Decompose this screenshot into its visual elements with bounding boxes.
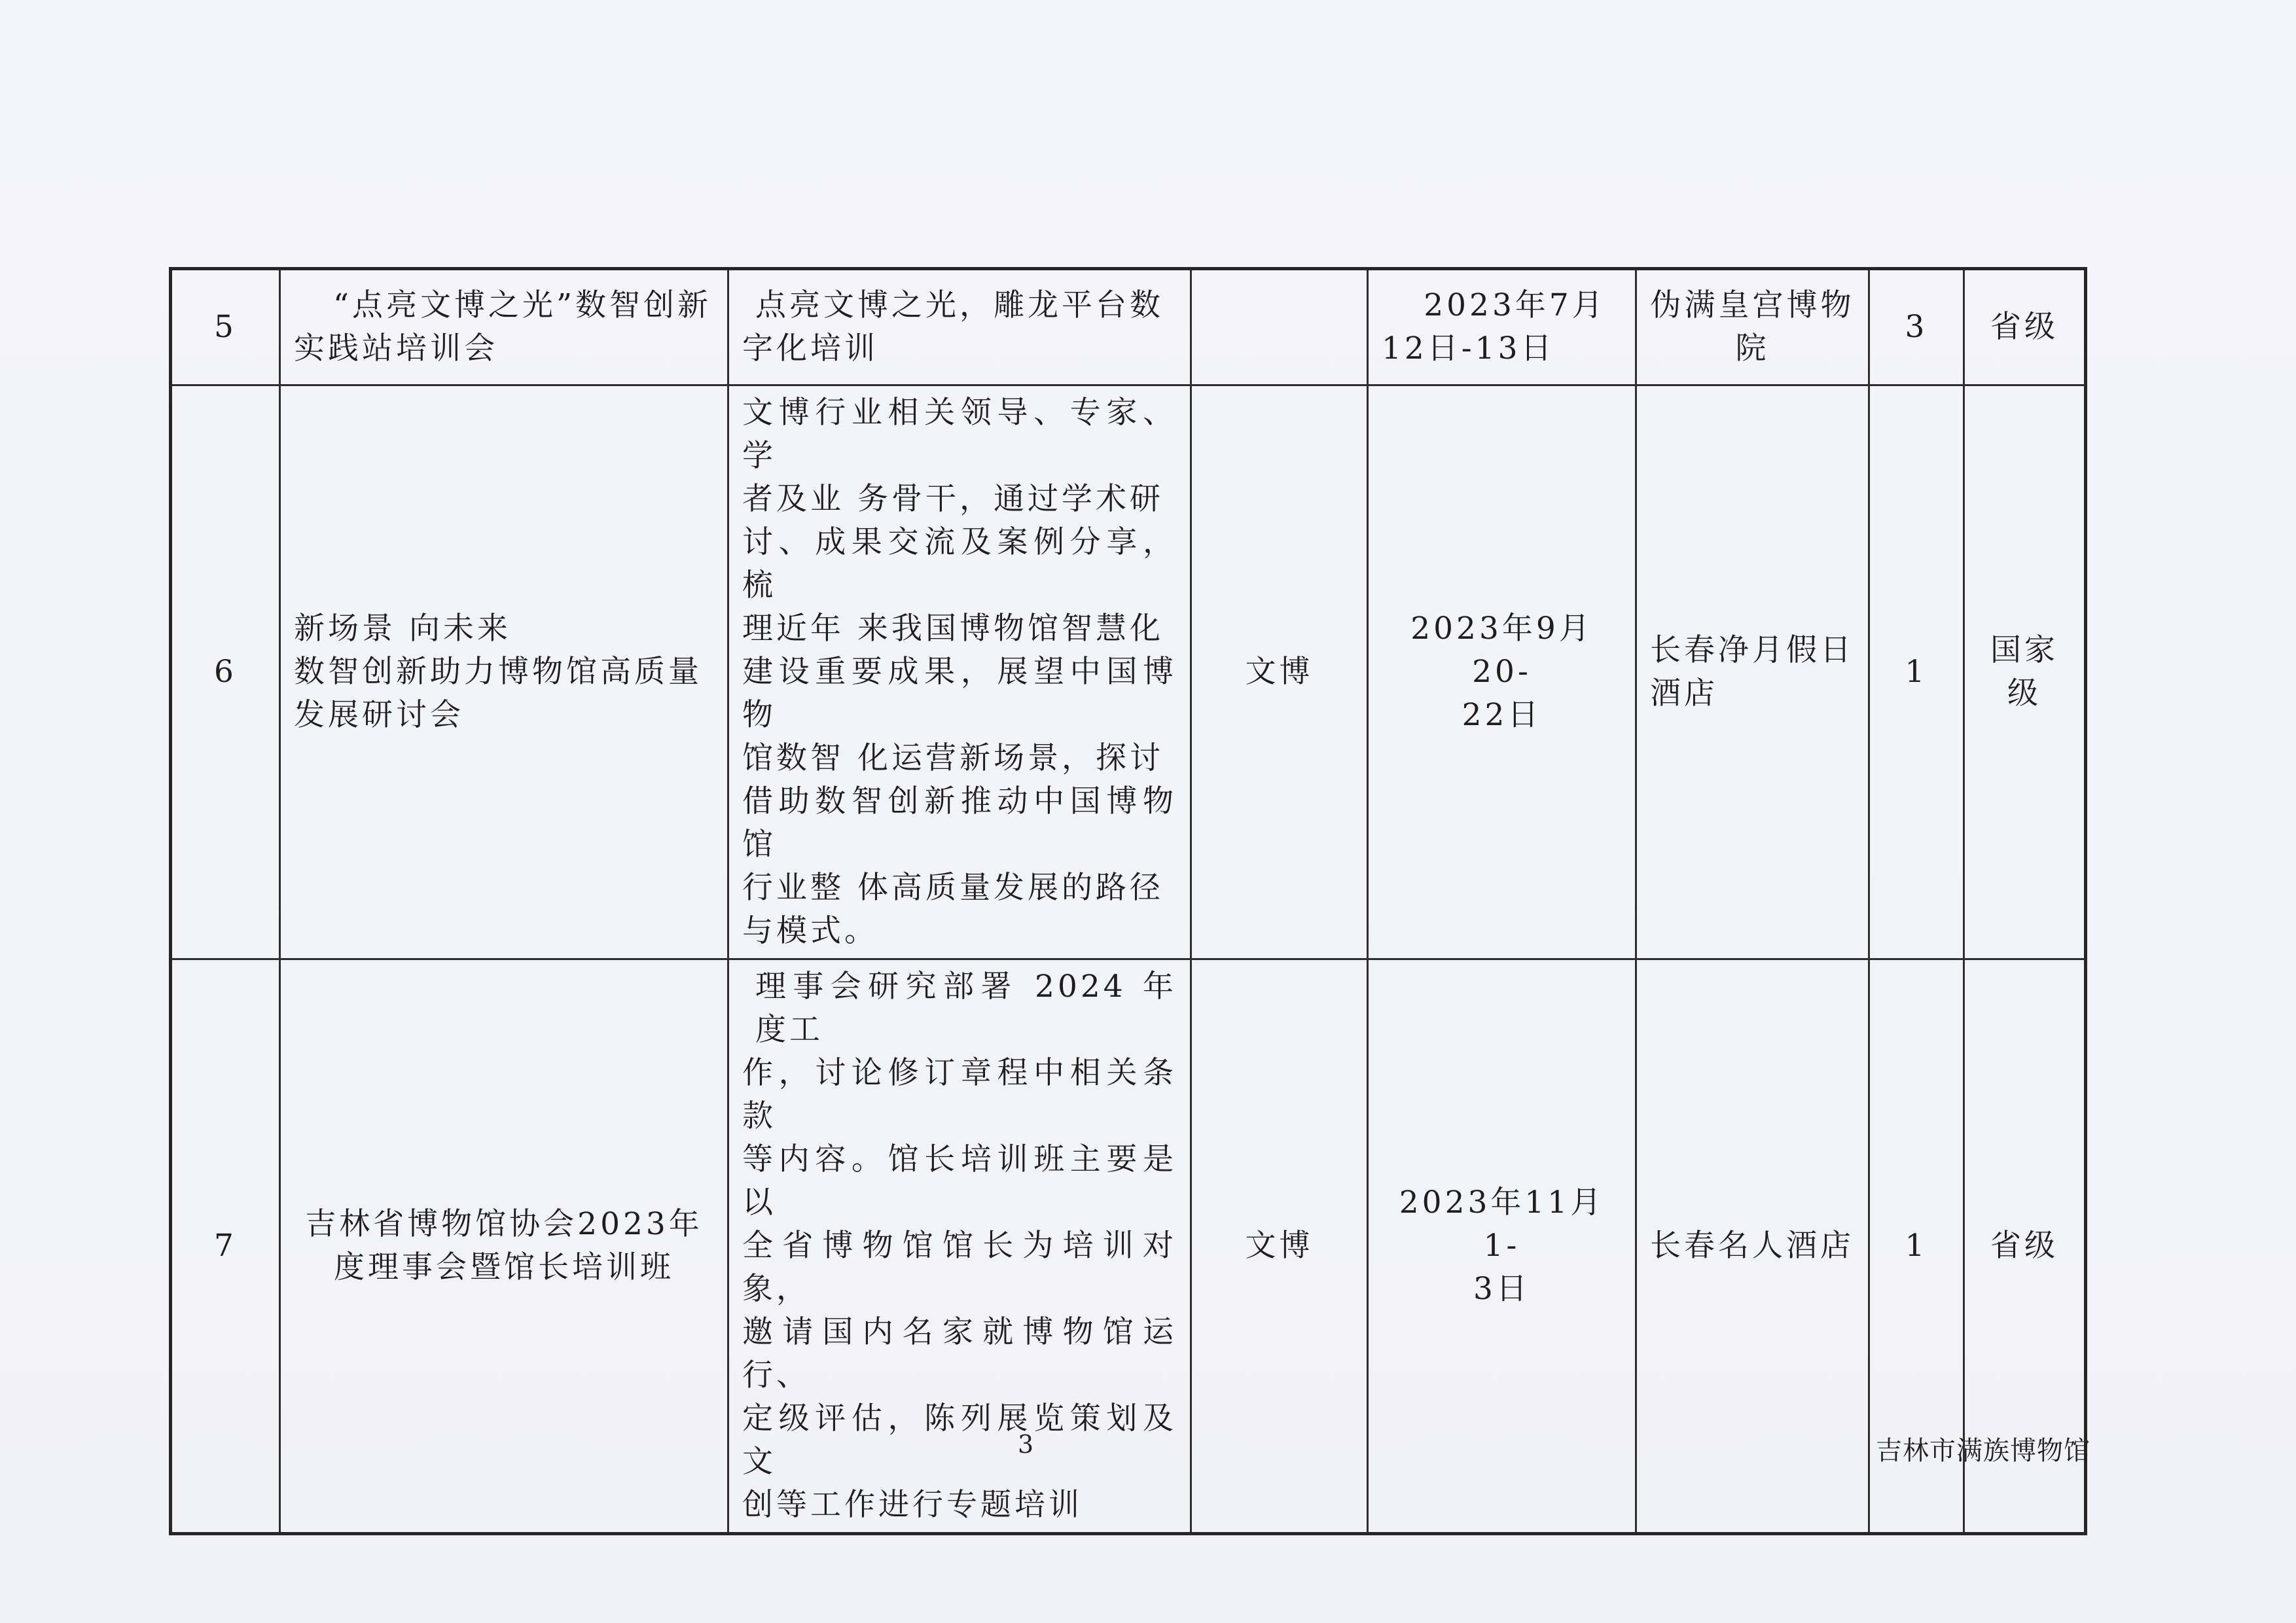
table-row (171, 269, 2086, 385)
event-name: 新场景 向未来 数智创新助力博物馆高质量 发展研讨会 (280, 385, 728, 959)
participant-count: 1 (1869, 959, 1964, 1534)
row-number: 7 (171, 959, 280, 1534)
row-number: 5 (171, 269, 280, 385)
row-number: 6 (171, 385, 280, 959)
activities-table (169, 267, 2087, 1535)
event-date: 2023年7月 12日-13日 (1368, 269, 1636, 385)
page-number: 3 (1018, 1430, 1034, 1459)
event-name: 吉林省博物馆协会2023年 度理事会暨馆长培训班 (280, 959, 728, 1534)
event-date: 2023年11月1- 3日 (1368, 959, 1636, 1534)
event-place: 伪满皇宫博物 院 (1636, 269, 1869, 385)
participant-count: 1 (1869, 385, 1964, 959)
event-place: 长春净月假日 酒店 (1636, 385, 1869, 959)
event-place: 长春名人酒店 (1636, 959, 1869, 1534)
footer-organization: 吉林市满族博物馆 (1876, 1436, 2090, 1466)
event-category: 文博 (1191, 385, 1368, 959)
event-content: 理事会研究部署 2024 年度工 作，讨论修订章程中相关条款 等内容。馆长培训班主要是以 全省博物馆馆长为培训对象， 邀请国内名家就博物馆运行、 定级评估，陈列展览策划及文 创等工作进行专题培训 (728, 959, 1191, 1534)
event-level: 国家 级 (1964, 385, 2086, 959)
event-category (1191, 269, 1368, 385)
table-row (171, 959, 2086, 1534)
event-level: 省级 (1964, 959, 2086, 1534)
event-category: 文博 (1191, 959, 1368, 1534)
participant-count: 3 (1869, 269, 1964, 385)
event-content: 点亮文博之光，雕龙平台数 字化培训 (728, 269, 1191, 385)
event-level: 省级 (1964, 269, 2086, 385)
event-date: 2023年9月20- 22日 (1368, 385, 1636, 959)
event-content: 文博行业相关领导、专家、学 者及业 务骨干，通过学术研 讨、成果交流及案例分享，梳 理近年 来我国博物馆智慧化 建设重要成果，展望中国博物 馆数智 化运营新场景，探讨 借助数智创新推动中国博物馆 行业整 体高质量发展的路径 与模式。 (728, 385, 1191, 959)
event-name: “点亮文博之光”数智创新 实践站培训会 (280, 269, 728, 385)
table-row (171, 385, 2086, 959)
